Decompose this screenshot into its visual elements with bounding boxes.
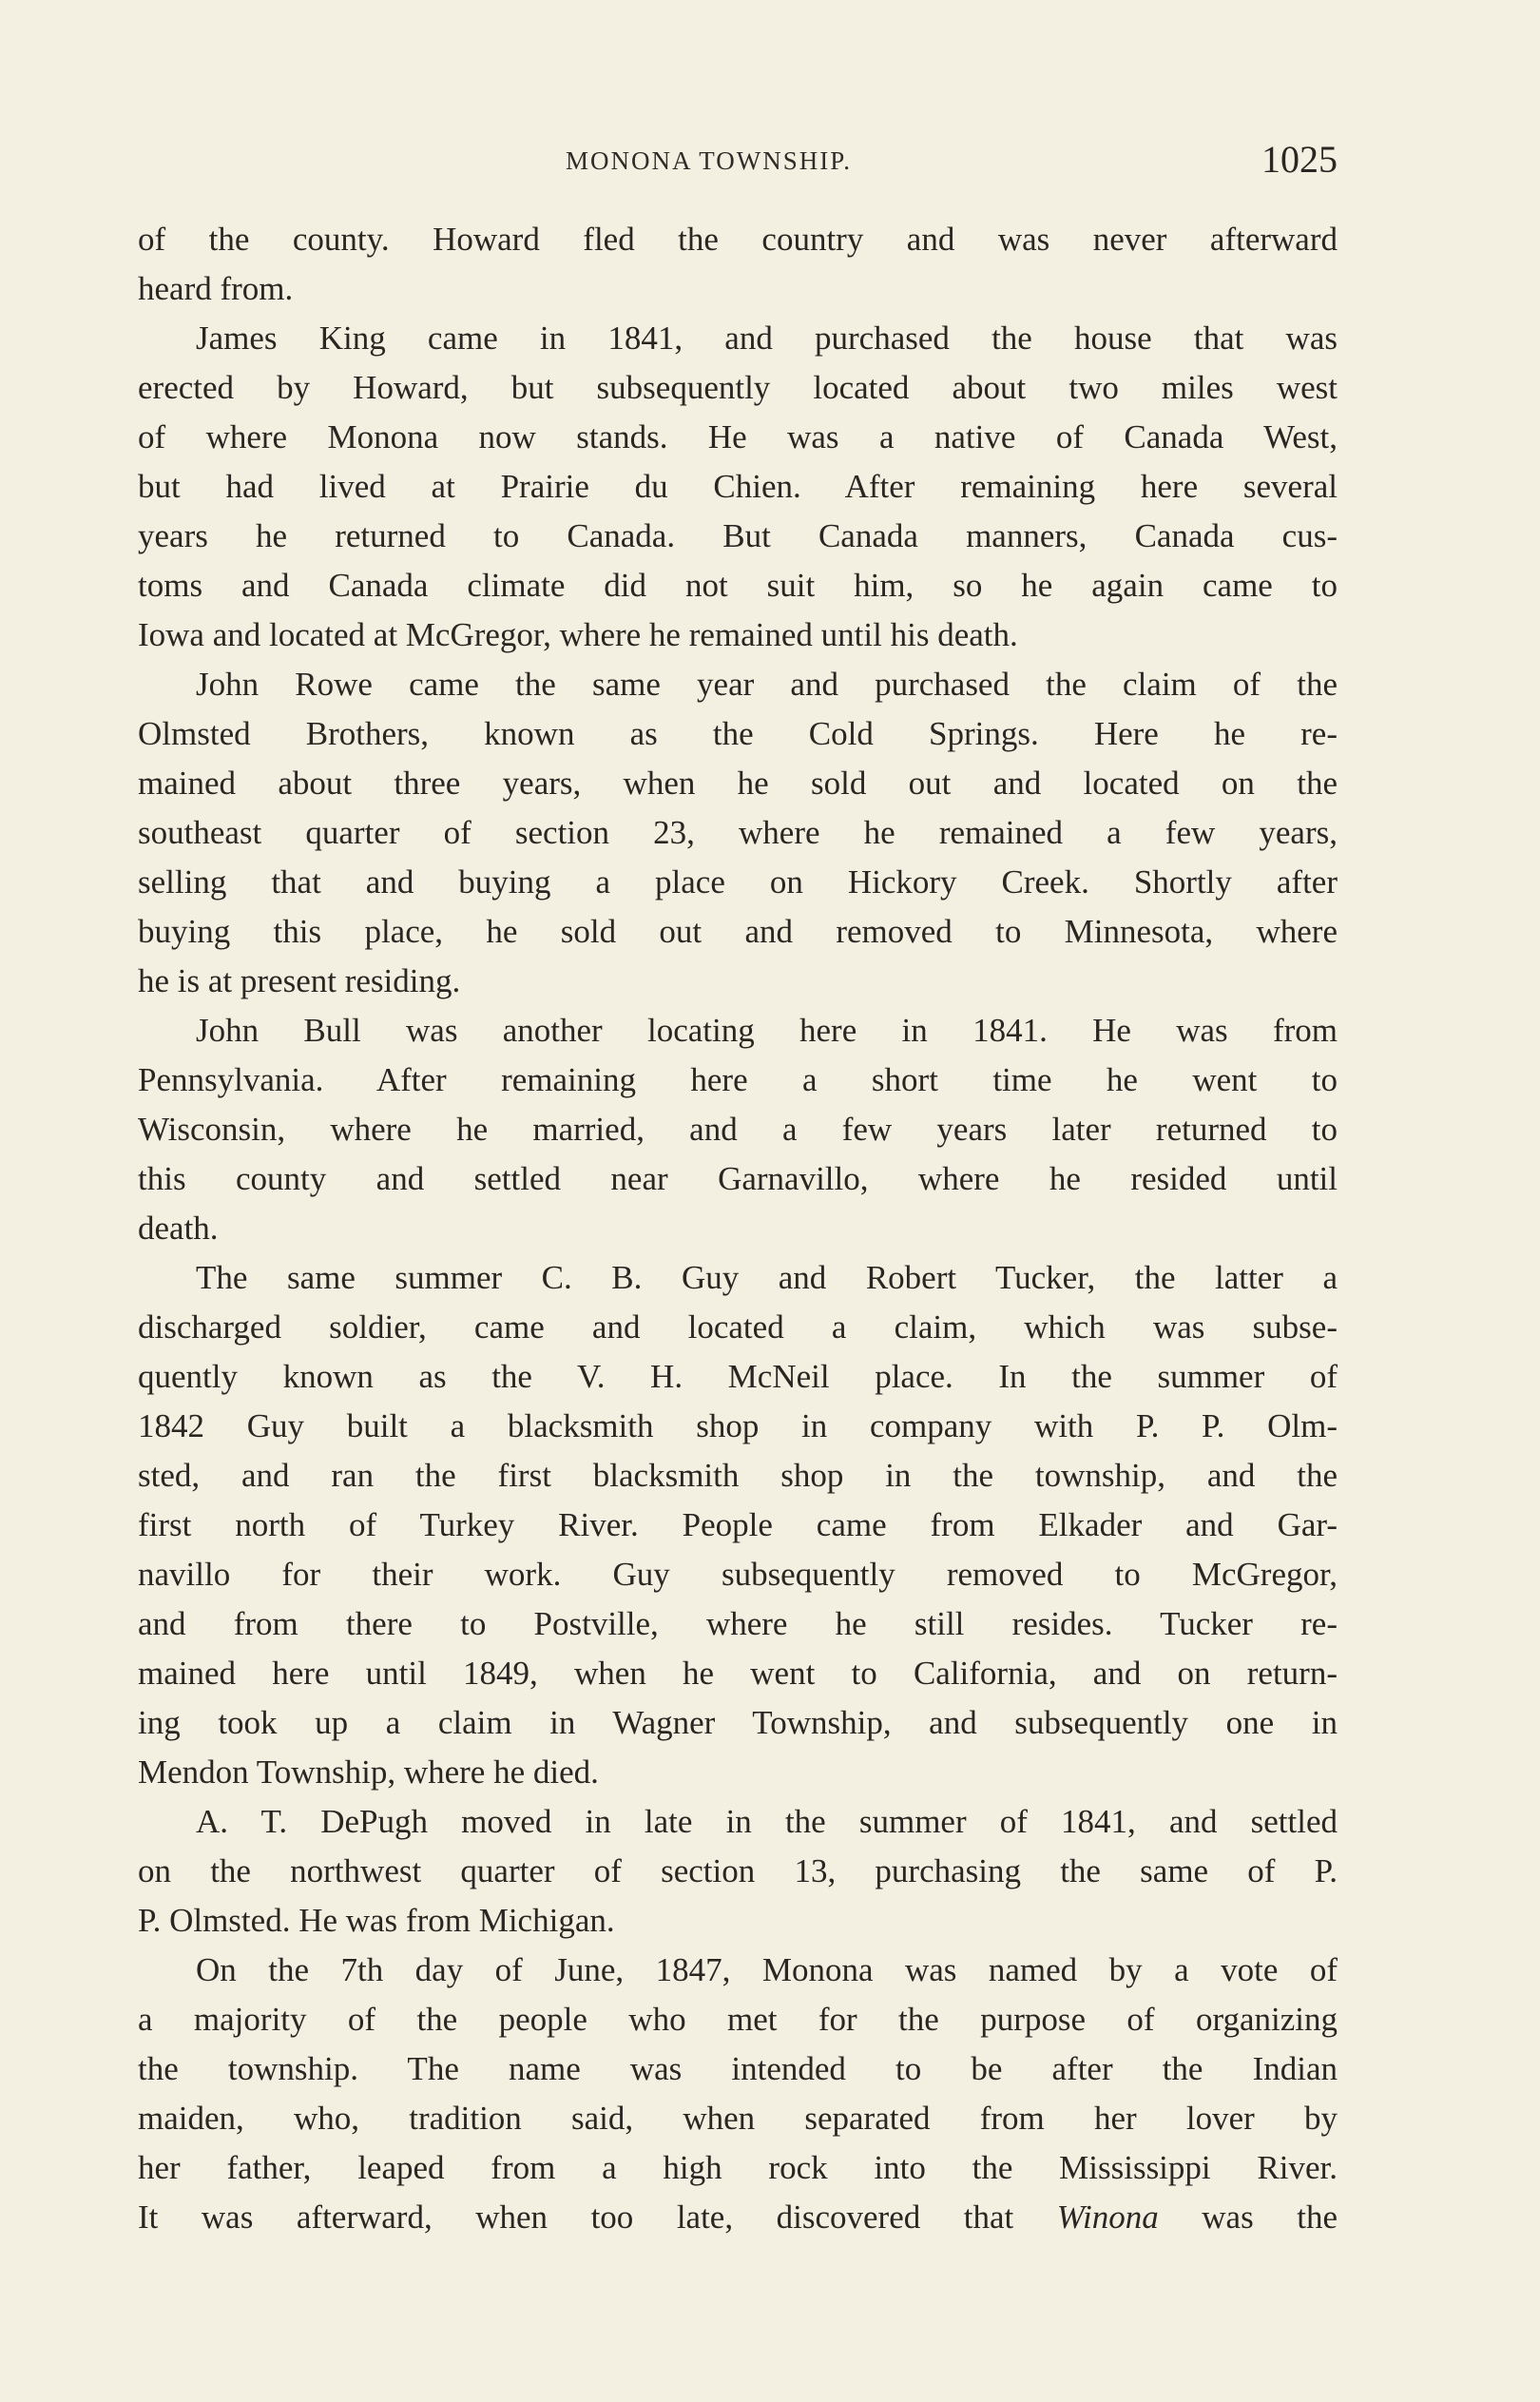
- text-line: 1842 Guy built a blacksmith shop in company with P. P. Olm-: [138, 1407, 1338, 1444]
- text-line: the township. The name was intended to be after the Indian: [138, 2050, 1338, 2087]
- text-line: maiden, who, tradition said, when separated from her lover by: [138, 2100, 1338, 2137]
- text-line: heard from.: [138, 270, 294, 307]
- text-line: John Bull was another locating here in 1841. He was from: [196, 1012, 1338, 1049]
- text-segment: It was afterward, when too late, discovered that: [138, 2199, 1057, 2236]
- italic-word: Winona: [1056, 2199, 1159, 2236]
- text-line: toms and Canada climate did not suit him, so he again came to: [138, 567, 1338, 604]
- text-line: ing took up a claim in Wagner Township, and subsequently one in: [138, 1704, 1338, 1741]
- text-line: erected by Howard, but subsequently located about two miles west: [138, 369, 1338, 406]
- text-line: and from there to Postville, where he still resides. Tucker re-: [138, 1605, 1338, 1642]
- text-line: Olmsted Brothers, known as the Cold Springs. Here he re-: [138, 715, 1338, 752]
- text-line: Pennsylvania. After remaining here a short time he went to: [138, 1061, 1338, 1098]
- text-line: southeast quarter of section 23, where he remained a few years,: [138, 814, 1338, 851]
- paragraph: [138, 215, 1338, 314]
- text-line: John Rowe came the same year and purchased the claim of the: [196, 666, 1338, 703]
- paragraph: [138, 1797, 1338, 1946]
- text-line-final: [138, 2193, 1338, 2242]
- text-line: of where Monona now stands. He was a native of Canada West,: [138, 418, 1338, 455]
- text-line: sted, and ran the first blacksmith shop in the township, and the: [138, 1457, 1338, 1494]
- text-line: The same summer C. B. Guy and Robert Tucker, the latter a: [196, 1259, 1338, 1296]
- paragraph: [138, 1006, 1338, 1253]
- text-line: selling that and buying a place on Hickory Creek. Shortly after: [138, 863, 1338, 901]
- text-line: quently known as the V. H. McNeil place. In the summer of: [138, 1358, 1338, 1395]
- text-line: but had lived at Prairie du Chien. After remaining here several: [138, 468, 1338, 505]
- text-line: On the 7th day of June, 1847, Monona was named by a vote of: [196, 1951, 1338, 1988]
- text-line: this county and settled near Garnavillo, where he resided until: [138, 1160, 1338, 1197]
- text-line: her father, leaped from a high rock into the Mississippi River.: [138, 2149, 1338, 2186]
- body-text: [138, 215, 1338, 2242]
- paragraph: [138, 314, 1338, 660]
- paragraph: [138, 660, 1338, 1006]
- text-line: navillo for their work. Guy subsequently removed to McGregor,: [138, 1556, 1338, 1593]
- text-line: Iowa and located at McGregor, where he remained until his death.: [138, 616, 1018, 653]
- running-head: [138, 133, 1338, 190]
- text-line: discharged soldier, came and located a claim, which was subse-: [138, 1308, 1338, 1346]
- text-line: on the northwest quarter of section 13, purchasing the same of P.: [138, 1852, 1338, 1889]
- text-line: A. T. DePugh moved in late in the summer of 1841, and settled: [196, 1803, 1338, 1840]
- text-segment: was the: [1158, 2199, 1338, 2236]
- paragraph: [138, 1946, 1338, 2242]
- text-line: of the county. Howard fled the country and was never afterward: [138, 221, 1338, 258]
- running-title: MONONA TOWNSHIP.: [566, 146, 853, 175]
- text-line: mained about three years, when he sold out and located on the: [138, 765, 1338, 802]
- text-line: Mendon Township, where he died.: [138, 1753, 599, 1791]
- text-line: a majority of the people who met for the purpose of organizing: [138, 2001, 1338, 2038]
- text-line: Wisconsin, where he married, and a few years later returned to: [138, 1111, 1338, 1148]
- text-line: buying this place, he sold out and removed to Minnesota, where: [138, 913, 1338, 950]
- text-line: James King came in 1841, and purchased the house that was: [196, 320, 1338, 357]
- text-line: first north of Turkey River. People came from Elkader and Gar-: [138, 1506, 1338, 1543]
- text-line: he is at present residing.: [138, 962, 461, 999]
- text-line: mained here until 1849, when he went to California, and on return-: [138, 1655, 1338, 1692]
- text-line: years he returned to Canada. But Canada manners, Canada cus-: [138, 517, 1338, 554]
- text-line: death.: [138, 1210, 219, 1247]
- page-number: 1025: [1261, 138, 1338, 181]
- text-line: P. Olmsted. He was from Michigan.: [138, 1902, 615, 1939]
- paragraph: [138, 1253, 1338, 1797]
